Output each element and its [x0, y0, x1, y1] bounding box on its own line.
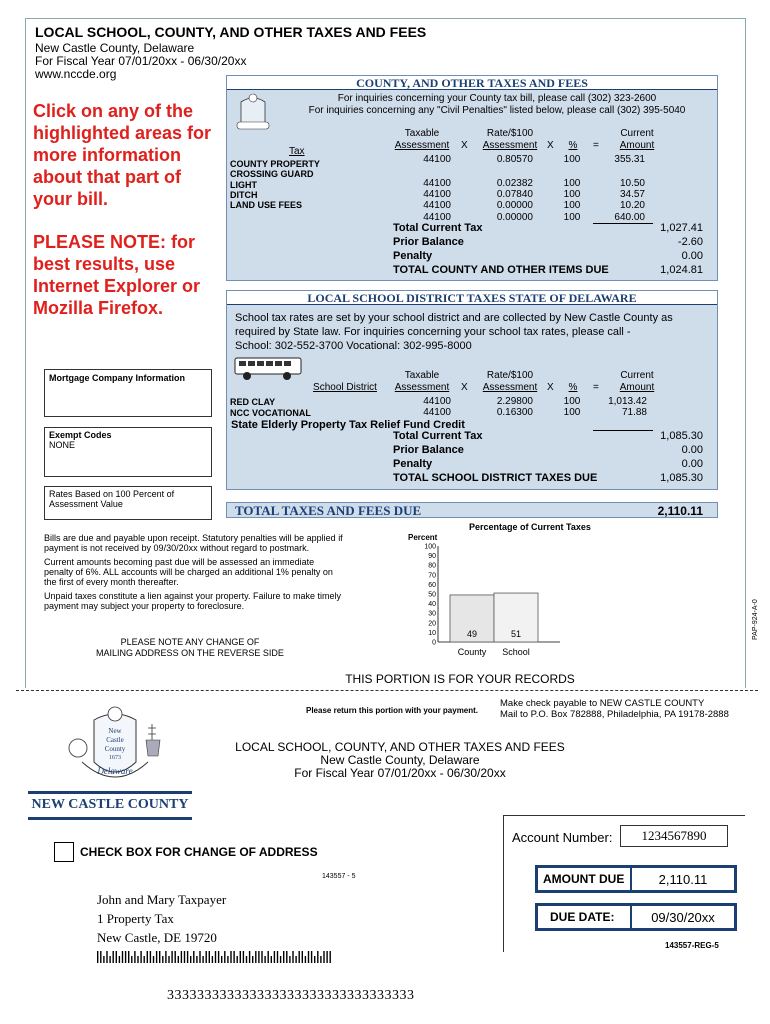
chart-value-label: 49	[466, 629, 478, 639]
row-rate: 0.00000	[496, 200, 533, 211]
district-name: RED CLAY	[230, 397, 276, 407]
barcode-bar	[240, 951, 241, 963]
row-rate: 0.07840	[496, 189, 533, 200]
row-assessment: 44100	[423, 178, 451, 189]
row-amount: 10.20	[619, 200, 645, 211]
exempt-box[interactable]	[44, 427, 212, 477]
row-amount: 355.31	[614, 154, 645, 165]
barcode-bar	[227, 956, 228, 963]
col-rate-assessment: Assessment	[482, 382, 538, 393]
school-text-line: School tax rates are set by your school district and are collected by New Castle County as	[235, 312, 673, 324]
barcode-bar	[159, 951, 160, 963]
col-current: Current	[620, 370, 654, 381]
col-amount: Amount	[619, 140, 655, 151]
col-rate: Rate/$100	[486, 370, 534, 381]
school-text-line: School: 302-552-3700 Vocational: 302-995-8000	[235, 340, 472, 352]
barcode-bar	[137, 956, 138, 963]
barcode-bar	[147, 951, 148, 963]
row-rate: 0.80570	[496, 154, 533, 165]
op-x2: X	[547, 382, 554, 393]
col-tax: Tax	[289, 146, 305, 157]
col-assessment: Assessment	[394, 382, 450, 393]
total-due-label: TOTAL TAXES AND FEES DUE	[235, 503, 422, 518]
terms-paragraph: Unpaid taxes constitute a lien against your property. Failure to make timely payment may subject your property to foreclosure.	[44, 591, 341, 611]
barcode-bar	[181, 951, 182, 963]
total-label: Penalty	[393, 250, 433, 262]
county-inquiry-2: For inquiries concerning any "Civil Penalties" listed below, please call (302) 395-5040	[308, 105, 686, 116]
barcode-bar	[122, 951, 123, 963]
exempt-value: NONE	[49, 440, 76, 450]
addressee-name: John and Mary Taxpayer	[97, 892, 227, 907]
brand-rule	[28, 791, 192, 794]
row-pct: 100	[563, 200, 581, 211]
school-section-title: LOCAL SCHOOL DISTRICT TAXES STATE OF DELAWARE	[227, 291, 717, 305]
perforation-line	[16, 690, 758, 691]
barcode-bar	[255, 951, 256, 963]
row-rate: 0.02382	[496, 178, 533, 189]
total-label: TOTAL COUNTY AND OTHER ITEMS DUE	[393, 264, 609, 276]
amount-due-label: AMOUNT DUE	[543, 872, 625, 886]
mortgage-label: Mortgage Company Information	[49, 373, 186, 383]
barcode-bar	[131, 956, 132, 963]
exempt-label: Exempt Codes	[49, 430, 112, 440]
barcode-bar	[246, 956, 247, 963]
row-rate: 0.16300	[496, 407, 533, 418]
row-pct: 100	[563, 178, 581, 189]
chart-y-tick: 40	[428, 601, 436, 609]
barcode-bar	[215, 951, 216, 963]
payable-line: Make check payable to NEW CASTLE COUNTY	[500, 698, 705, 709]
barcode-bar	[274, 951, 275, 963]
chart-y-tick: 10	[428, 629, 436, 637]
scan-line: 333333333333333333333333333333333	[167, 988, 415, 1003]
col-taxable: Taxable	[404, 370, 440, 381]
brand-name: NEW CASTLE COUNTY	[31, 797, 189, 812]
chart-category-label: County	[457, 647, 487, 657]
total-label: Prior Balance	[393, 444, 464, 456]
barcode-bar	[320, 956, 321, 963]
chart-category-label: School	[502, 647, 530, 657]
barcode-bar	[230, 951, 231, 963]
county-section-title: COUNTY, AND OTHER TAXES AND FEES	[227, 76, 717, 90]
seal-text: Delaware	[97, 766, 133, 776]
total-value: 0.00	[681, 250, 703, 262]
row-pct: 100	[563, 212, 581, 223]
address-note-line: PLEASE NOTE ANY CHANGE OF	[120, 637, 260, 647]
total-label: Penalty	[393, 458, 433, 470]
total-value: 0.00	[681, 444, 703, 456]
barcode-bar	[209, 951, 210, 963]
school-text-line: required by State law. For inquiries concerning your school tax rates, please call -	[235, 326, 631, 338]
seal-text: 1673	[109, 755, 121, 761]
county-seal-icon	[233, 92, 273, 136]
row-amount: 34.57	[619, 189, 645, 200]
chart-y-tick: 100	[424, 543, 436, 551]
barcode-bar	[268, 951, 269, 963]
district-name: NCC VOCATIONAL	[230, 408, 311, 418]
op-eq: =	[593, 140, 599, 151]
barcode-bar	[302, 951, 303, 963]
chart-y-tick: 0	[432, 639, 436, 647]
chart-y-tick: 30	[428, 610, 436, 618]
payable-line: Mail to P.O. Box 782888, Philadelphia, PA 19178-2888	[500, 709, 729, 720]
fiscal-year: For Fiscal Year 07/01/20xx - 06/30/20xx	[35, 54, 247, 68]
browser-notice: PLEASE NOTE: for best results, use Internet Explorer or Mozilla Firefox.	[33, 232, 201, 318]
row-pct: 100	[563, 154, 581, 165]
address-line: 1 Property Tax	[97, 911, 174, 926]
amount-due-value: 2,110.11	[658, 872, 708, 887]
stub-ref-2: 143557-REG-5	[665, 941, 719, 950]
mortgage-box[interactable]	[44, 369, 212, 417]
col-rate-assessment: Assessment	[482, 140, 538, 151]
barcode-bar	[280, 956, 281, 963]
bill-title: LOCAL SCHOOL, COUNTY, AND OTHER TAXES AND FEES	[35, 24, 427, 40]
seal-text: County	[104, 745, 126, 753]
barcode-bar	[326, 951, 327, 963]
barcode-bar	[258, 951, 259, 963]
col-amount: Amount	[619, 382, 655, 393]
tax-percentage-chart	[400, 530, 600, 666]
amount-due-box	[535, 865, 737, 893]
barcode-bar	[134, 951, 135, 963]
terms-block	[44, 533, 344, 611]
barcode-bar	[233, 951, 234, 963]
row-pct: 100	[563, 396, 581, 407]
barcode-bar	[283, 951, 284, 963]
total-value: 1,085.30	[660, 430, 703, 442]
payable-info	[500, 698, 729, 720]
tax-name: LAND USE FEES	[230, 200, 303, 210]
total-label: Prior Balance	[393, 236, 464, 248]
due-date-value: 09/30/20xx	[651, 910, 715, 925]
barcode-bar	[116, 951, 117, 963]
chart-y-tick: 20	[428, 620, 436, 628]
stub-title: LOCAL SCHOOL, COUNTY, AND OTHER TAXES AND FEES	[235, 740, 565, 754]
total-label: TOTAL SCHOOL DISTRICT TAXES DUE	[393, 472, 598, 484]
county-inquiry-1: For inquiries concerning your County tax bill, please call (302) 323-2600	[337, 93, 657, 104]
terms-paragraph: Bills are due and payable upon receipt. Statutory penalties will be applied if payment is not received by 09/30/20xx without regard to postmark.	[44, 533, 343, 553]
barcode-bar	[113, 951, 114, 963]
barcode-bar	[106, 951, 107, 963]
barcode-bar	[299, 951, 300, 963]
total-due-value: 2,110.11	[657, 504, 703, 518]
records-note: THIS PORTION IS FOR YOUR RECORDS	[345, 672, 575, 686]
stub-county: New Castle County, Delaware	[320, 753, 480, 767]
address-line: New Castle, DE 19720	[97, 930, 217, 945]
chart-y-tick: 80	[428, 562, 436, 570]
op-x1: X	[461, 382, 468, 393]
row-amount: 1,013.42	[608, 396, 647, 407]
barcode-bar	[196, 956, 197, 963]
barcode-bar	[289, 956, 290, 963]
seal-text: Castle	[106, 736, 124, 744]
total-value: 1,027.41	[660, 222, 703, 234]
total-value: 1,024.81	[660, 264, 703, 276]
total-label: Total Current Tax	[393, 222, 483, 234]
barcode-bar	[100, 951, 101, 963]
chart-value-label: 51	[510, 629, 522, 639]
elderly-credit: State Elderly Property Tax Relief Fund Credit	[231, 419, 465, 431]
barcode-bar	[199, 951, 200, 963]
barcode-bar	[168, 956, 169, 963]
barcode-bar	[187, 951, 188, 963]
barcode-bar	[193, 951, 194, 963]
school-text	[235, 311, 673, 353]
barcode-bar	[323, 951, 324, 963]
chart-ylabel: Percent	[408, 533, 438, 542]
row-amount: 71.88	[621, 407, 647, 418]
school-bus-icon	[233, 354, 305, 382]
change-address-label: CHECK BOX FOR CHANGE OF ADDRESS	[80, 845, 318, 859]
county-section[interactable]	[226, 75, 718, 281]
barcode-bar	[153, 956, 154, 963]
seal-text: New	[108, 727, 122, 735]
barcode-bar	[212, 956, 213, 963]
mailing-address	[97, 890, 226, 947]
col-pct: %	[568, 382, 578, 393]
school-section[interactable]	[226, 290, 718, 490]
row-assessment: 44100	[423, 189, 451, 200]
barcode-bar	[156, 951, 157, 963]
change-address-checkbox[interactable]	[54, 842, 74, 862]
row-pct: 100	[563, 189, 581, 200]
barcode-bar	[150, 951, 151, 963]
row-assessment: 44100	[423, 407, 451, 418]
op-x2: X	[547, 140, 554, 151]
barcode-bar	[202, 956, 203, 963]
barcode-bar	[311, 951, 312, 963]
barcode-bar	[206, 951, 207, 963]
rates-note-box[interactable]	[44, 486, 212, 520]
total-value: -2.60	[677, 236, 703, 248]
tax-name: DITCH	[230, 190, 258, 200]
barcode-bar	[261, 951, 262, 963]
barcode-bar	[277, 951, 278, 963]
col-current: Current	[620, 128, 654, 139]
terms-paragraph: Current amounts becoming past due will be assessed an immediate penalty of 6%. ALL accounts will be charged an additional 1% penalty on the first of every month thereafter.	[44, 557, 333, 587]
barcode-bar	[221, 956, 222, 963]
chart-y-tick: 60	[428, 581, 436, 589]
barcode-bar	[295, 956, 296, 963]
total-value: 0.00	[681, 458, 703, 470]
barcode-bar	[243, 951, 244, 963]
click-notice: Click on any of the highlighted areas for more information about that part of your bill.	[33, 101, 212, 209]
col-taxable: Taxable	[404, 128, 440, 139]
row-assessment: 44100	[423, 200, 451, 211]
row-amount: 640.00	[614, 212, 645, 223]
col-school-district: School District	[313, 382, 377, 393]
due-date-box	[535, 903, 737, 931]
barcode-bar	[119, 956, 120, 963]
barcode-bar	[184, 951, 185, 963]
barcode-bar	[237, 956, 238, 963]
total-label: Total Current Tax	[393, 430, 483, 442]
barcode-bar	[140, 951, 141, 963]
barcode-bar	[178, 956, 179, 963]
row-rate: 2.29800	[496, 396, 533, 407]
stub-heading	[190, 741, 610, 780]
barcode-bar	[171, 951, 172, 963]
stub-ref: 143557 - 5	[322, 873, 356, 880]
barcode-bar	[97, 951, 98, 963]
barcode-bar	[165, 951, 166, 963]
barcode-bar	[314, 956, 315, 963]
barcode-bar	[305, 956, 306, 963]
barcode-bar	[249, 951, 250, 963]
barcode-bar	[271, 956, 272, 963]
account-label: Account Number:	[512, 830, 613, 845]
tax-name: COUNTY PROPERTY	[230, 159, 320, 169]
op-eq: =	[593, 382, 599, 393]
due-date-label: DUE DATE:	[550, 910, 615, 924]
barcode-bar	[286, 951, 287, 963]
total-due-bar[interactable]	[226, 502, 718, 518]
chart-y-tick: 90	[428, 553, 436, 561]
barcode-bar	[224, 951, 225, 963]
barcode-bar	[125, 951, 126, 963]
rates-note: Rates Based on 100 Percent of Assessment Value	[49, 489, 175, 509]
account-number[interactable]: 1234567890	[620, 825, 728, 847]
barcode-bar	[175, 951, 176, 963]
barcode-bar	[218, 951, 219, 963]
barcode-bar	[190, 956, 191, 963]
total-value: 1,085.30	[660, 472, 703, 484]
tax-name: LIGHT	[230, 180, 257, 190]
stub-fiscal-year: For Fiscal Year 07/01/20xx - 06/30/20xx	[294, 766, 506, 780]
op-x1: X	[461, 140, 468, 151]
county-seal-logo	[60, 700, 170, 790]
address-change-note	[40, 637, 340, 659]
barcode-bar	[292, 951, 293, 963]
row-assessment: 44100	[423, 154, 451, 165]
row-assessment: 44100	[423, 212, 451, 223]
col-assessment: Assessment	[394, 140, 450, 151]
barcode-bar	[103, 956, 104, 963]
address-note-line: MAILING ADDRESS ON THE REVERSE SIDE	[96, 648, 284, 658]
row-amount: 10.50	[619, 178, 645, 189]
form-code: PAP-924-A-0	[752, 599, 759, 640]
tax-name: CROSSING GUARD	[230, 169, 314, 179]
brand-rule	[28, 817, 192, 820]
barcode-bar	[109, 956, 110, 963]
barcode-bar	[330, 951, 331, 963]
chart-title: Percentage of Current Taxes	[469, 522, 591, 532]
barcode-bar	[252, 956, 253, 963]
barcode-bar	[308, 951, 309, 963]
col-pct: %	[568, 140, 578, 151]
row-pct: 100	[563, 407, 581, 418]
row-rate: 0.00000	[496, 212, 533, 223]
barcode-bar	[162, 956, 163, 963]
barcode-bar	[317, 951, 318, 963]
barcode-bar	[264, 956, 265, 963]
chart-y-tick: 70	[428, 572, 436, 580]
col-rate: Rate/$100	[486, 128, 534, 139]
chart-y-tick: 50	[428, 591, 436, 599]
barcode-bar	[144, 956, 145, 963]
barcode-bar	[128, 951, 129, 963]
county-name: New Castle County, Delaware	[35, 41, 195, 55]
return-note: Please return this portion with your payment.	[306, 706, 479, 715]
postal-barcode	[97, 951, 341, 963]
website-link[interactable]: www.nccde.org	[35, 67, 117, 81]
row-assessment: 44100	[423, 396, 451, 407]
